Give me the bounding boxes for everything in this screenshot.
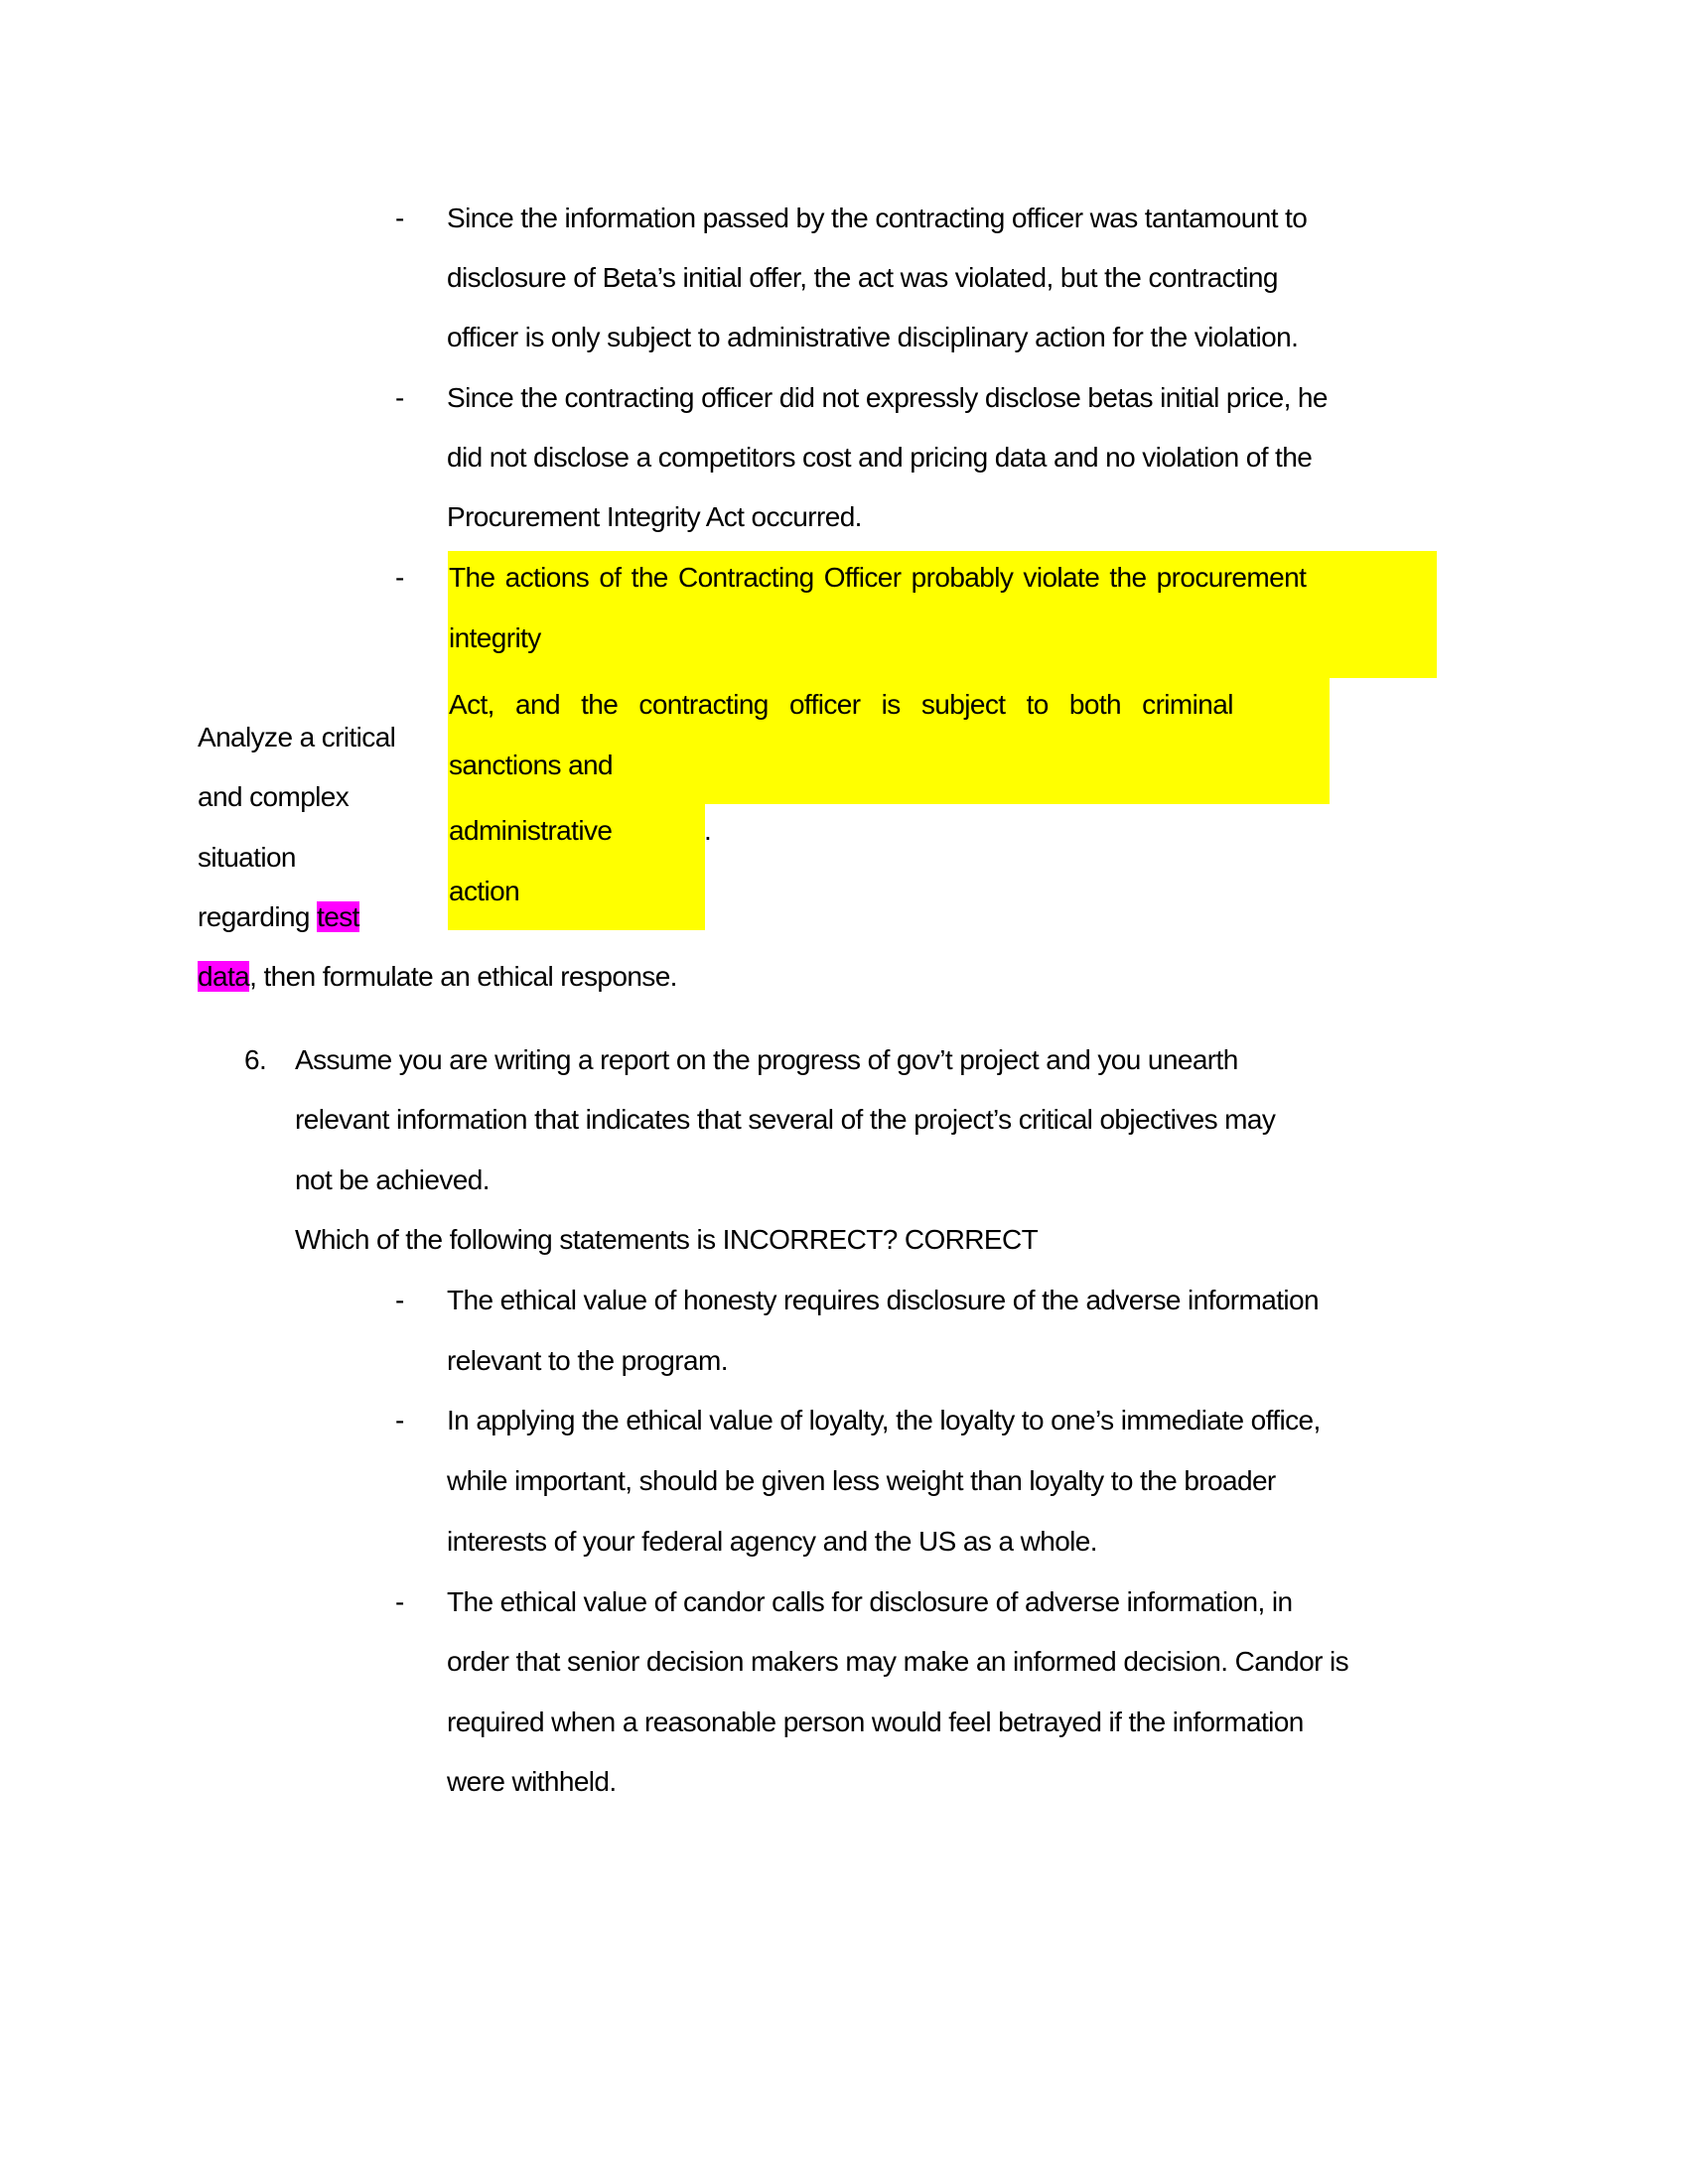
- option-text-line: sanctions and: [449, 750, 613, 780]
- question-text-line: not be achieved.: [295, 1164, 490, 1195]
- option-text-line: Since the contracting officer did not expressly disclose betas initial price, he: [447, 382, 1328, 413]
- option-text-line: In applying the ethical value of loyalty, the loyalty to one’s immediate office,: [447, 1405, 1321, 1435]
- option-text-line: relevant to the program.: [447, 1345, 728, 1376]
- side-note-line: situation: [198, 842, 296, 873]
- option-text-line: did not disclose a competitors cost and pricing data and no violation of the: [447, 442, 1313, 473]
- question-prompt: Which of the following statements is INCORRECT? CORRECT: [295, 1224, 1039, 1255]
- option-text-line: The actions of the Contracting Officer probably violate the procurement: [449, 562, 1307, 593]
- question-number: 6.: [244, 1044, 267, 1075]
- option-text-line: integrity: [449, 622, 541, 653]
- question-text-line: Assume you are writing a report on the progress of gov’t project and you unearth: [295, 1044, 1238, 1075]
- option-text-line: administrative: [449, 815, 613, 846]
- highlight-test: test: [317, 901, 359, 932]
- bullet-dash: -: [395, 382, 405, 413]
- option-text-line: officer is only subject to administrative disciplinary action for the violation.: [447, 322, 1299, 352]
- option-text-line: while important, should be given less weight than loyalty to the broader: [447, 1465, 1276, 1496]
- bullet-dash: -: [395, 1405, 405, 1435]
- side-note-line: [198, 897, 359, 937]
- bullet-dash: -: [395, 1285, 405, 1315]
- option-text-line: The ethical value of candor calls for disclosure of adverse information, in: [447, 1586, 1293, 1617]
- question-text-line: relevant information that indicates that several of the project’s critical objectives may: [295, 1104, 1276, 1135]
- side-note-line: Analyze a critical: [198, 722, 396, 752]
- side-note-text: regarding: [198, 901, 318, 932]
- highlight-data: data: [198, 961, 250, 992]
- option-text-line: Act, and the contracting officer is subject to both criminal: [449, 689, 1233, 720]
- option-text-line: The ethical value of honesty requires disclosure of the adverse information: [447, 1285, 1319, 1315]
- bullet-dash: -: [395, 203, 405, 233]
- option-text-line: Since the information passed by the contracting officer was tantamount to: [447, 203, 1308, 233]
- bullet-dash: -: [395, 562, 405, 593]
- option-text-line: action: [449, 876, 520, 906]
- option-text-line: order that senior decision makers may make an informed decision. Candor is: [447, 1646, 1349, 1677]
- side-note-line: [198, 957, 677, 997]
- option-text-line: interests of your federal agency and the US as a whole.: [447, 1526, 1097, 1557]
- option-text-line: Procurement Integrity Act occurred.: [447, 501, 862, 532]
- trailing-period: .: [704, 815, 712, 846]
- option-text-line: disclosure of Beta’s initial offer, the act was violated, but the contracting: [447, 262, 1278, 293]
- option-text-line: required when a reasonable person would feel betrayed if the information: [447, 1706, 1304, 1737]
- side-note-text: , then formulate an ethical response.: [249, 961, 677, 992]
- side-note-line: and complex: [198, 781, 350, 812]
- option-text-line: were withheld.: [447, 1766, 617, 1797]
- bullet-dash: -: [395, 1586, 405, 1617]
